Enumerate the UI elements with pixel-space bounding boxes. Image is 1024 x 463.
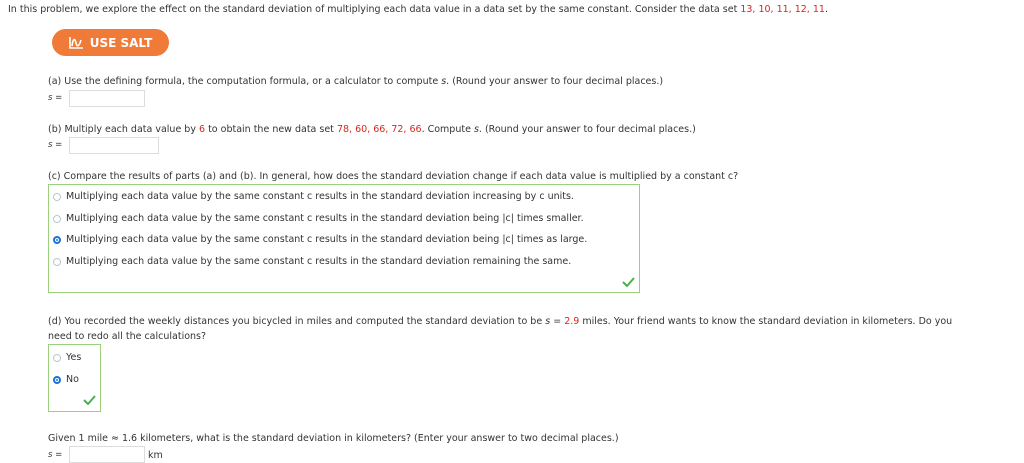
part-d-option-no[interactable]: No (66, 374, 79, 385)
part-b-prompt (48, 124, 696, 135)
use-salt-label: USE SALT (89, 35, 153, 50)
part-b-multiplier: 6 (199, 124, 206, 135)
part-d-correct-check-icon (83, 395, 96, 405)
part-e-label: s = (48, 450, 63, 460)
intro-text (8, 4, 828, 15)
part-a-label: s = (48, 93, 63, 103)
part-c-option-1[interactable]: Multiplying each data value by the same constant c results in the standard deviation being |c| times smaller. (66, 213, 584, 224)
part-b-label: s = (48, 140, 63, 150)
part-c-radio-2[interactable] (53, 236, 61, 244)
intro-period: . (824, 4, 828, 15)
part-a-prompt-before: (a) Use the defining formula, the computation formula, or a calculator to compute (48, 76, 439, 87)
part-b-dataset: 78, 60, 66, 72, 66 (336, 124, 422, 135)
part-d-radio-yes[interactable] (53, 354, 61, 362)
part-d-option-yes[interactable]: Yes (66, 352, 82, 363)
part-c-option-2[interactable]: Multiplying each data value by the same constant c results in the standard deviation being |c| times as large. (66, 234, 588, 245)
part-a-prompt (48, 76, 663, 87)
use-salt-button[interactable] (52, 29, 169, 56)
part-b-prompt-after: . Compute (421, 124, 471, 135)
part-d-s-label: s = (545, 316, 562, 327)
intro-dataset: 13, 10, 11, 12, 11 (740, 4, 825, 15)
part-b-variable: s (473, 124, 479, 135)
part-d-prompt (48, 316, 952, 327)
part-c-option-3[interactable]: Multiplying each data value by the same constant c results in the standard deviation remaining the same. (66, 256, 572, 267)
part-e-answer-input[interactable] (69, 446, 145, 463)
part-b-prompt-mid: to obtain the new data set (208, 124, 334, 135)
part-b-prompt-before: (b) Multiply each data value by (48, 124, 196, 135)
part-c-prompt: (c) Compare the results of parts (a) and (b). In general, how does the standard deviation change if each data value is multiplied by a constant c? (48, 171, 739, 182)
part-d-prompt-line2: need to redo all the calculations? (48, 331, 207, 342)
part-d-s-value: 2.9 (564, 316, 580, 327)
intro-text-before: In this problem, we explore the effect on the standard deviation of multiplying each data value in a data set by the same constant. Consider the data set (8, 4, 738, 15)
part-c-radio-3[interactable] (53, 258, 61, 266)
part-e-prompt: Given 1 mile ≈ 1.6 kilometers, what is the standard deviation in kilometers? (Enter your answer to two decimal places.) (48, 433, 619, 444)
salt-chart-icon (69, 36, 84, 49)
part-b-answer-input[interactable] (69, 137, 159, 154)
part-a-variable: s (441, 76, 447, 87)
part-c-option-0[interactable]: Multiplying each data value by the same constant c results in the standard deviation increasing by c units. (66, 191, 574, 202)
part-a-prompt-after: . (Round your answer to four decimal places.) (446, 76, 664, 87)
part-b-prompt-end: . (Round your answer to four decimal places.) (478, 124, 696, 135)
part-a-answer-input[interactable] (69, 90, 145, 107)
part-c-correct-check-icon (622, 277, 635, 287)
part-d-prompt-before: (d) You recorded the weekly distances you bicycled in miles and computed the standard deviation to be (48, 316, 543, 327)
part-d-radio-no[interactable] (53, 376, 61, 384)
part-e-unit: km (148, 450, 163, 461)
part-d-prompt-after: miles. Your friend wants to know the standard deviation in kilometers. Do you (582, 316, 953, 327)
part-c-radio-1[interactable] (53, 215, 61, 223)
part-c-radio-0[interactable] (53, 193, 61, 201)
